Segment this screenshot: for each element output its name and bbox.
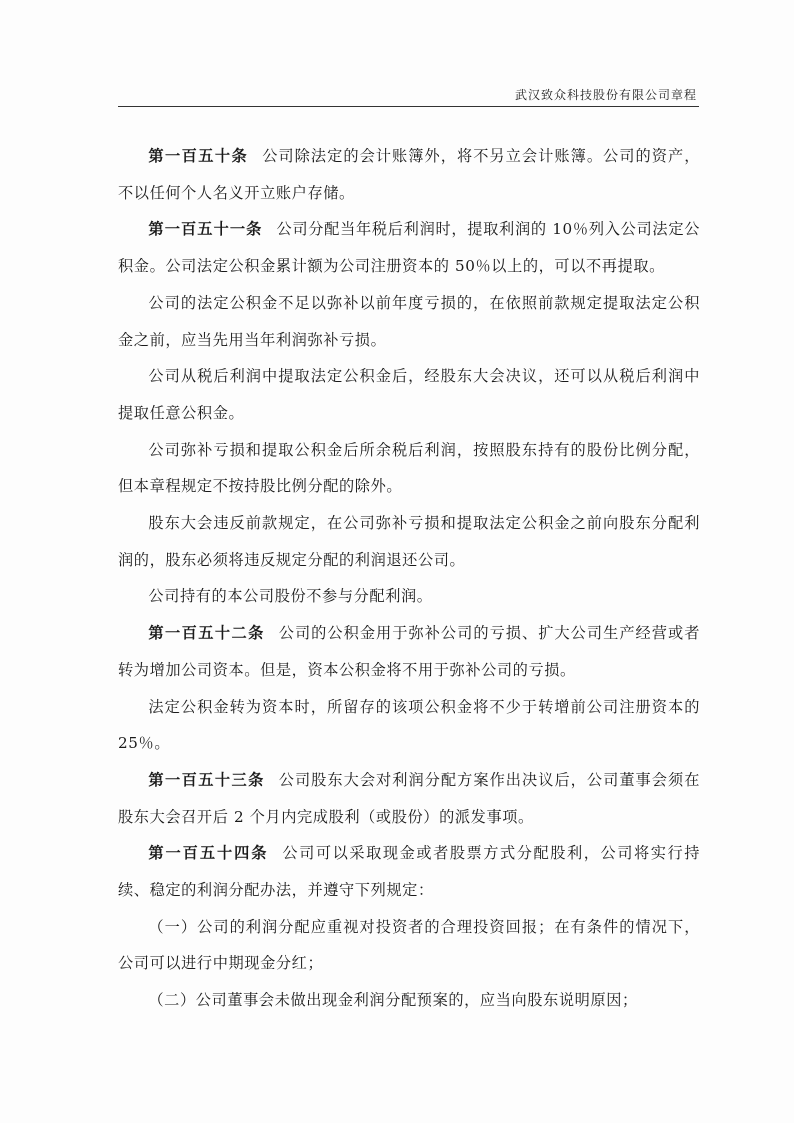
paragraph-text: 公司弥补亏损和提取公积金后所余税后利润，按照股东持有的股份比例分配，但本章程规定不按持股比例分配的除外。 [118, 440, 700, 496]
paragraph-8 [118, 615, 700, 688]
paragraph-11 [118, 835, 700, 908]
paragraph-text: 公司可以采取现金或者股票方式分配股利，公司将实行持续、稳定的利润分配办法，并遵守下列规定： [118, 844, 701, 900]
paragraph-5 [118, 432, 700, 505]
paragraph-text: （二）公司董事会未做出现金利润分配预案的，应当向股东说明原因； [148, 991, 638, 1010]
paragraph-9 [118, 689, 700, 762]
document-body [118, 138, 700, 1019]
paragraph-text: 股东大会违反前款规定，在公司弥补亏损和提取法定公积金之前向股东分配利润的，股东必须将违反规定分配的利润退还公司。 [118, 514, 700, 569]
page-header [118, 84, 699, 107]
paragraph-text: 公司从税后利润中提取法定公积金后，经股东大会决议，还可以从税后利润中提取任意公积金。 [118, 367, 700, 422]
paragraph-1 [118, 138, 700, 211]
paragraph-10 [118, 762, 700, 835]
article-number: 第一百五十三条 [148, 770, 265, 789]
article-number: 第一百五十条 [148, 147, 249, 165]
paragraph-12 [118, 909, 700, 982]
article-number: 第一百五十二条 [148, 624, 265, 643]
paragraph-6 [118, 505, 700, 578]
paragraph-3 [118, 285, 700, 358]
paragraph-text: 法定公积金转为资本时，所留存的该项公积金将不少于转增前公司注册资本的 25％。 [118, 697, 700, 753]
paragraph-text: 公司的法定公积金不足以弥补以前年度亏损的，在依照前款规定提取法定公积金之前，应当先用当年利润弥补亏损。 [118, 293, 700, 349]
paragraph-7 [118, 578, 700, 615]
paragraph-13 [118, 982, 700, 1019]
paragraph-text: 公司除法定的会计账簿外，将不另立会计账簿。公司的资产，不以任何个人名义开立账户存储。 [118, 147, 701, 202]
paragraph-text: （一）公司的利润分配应重视对投资者的合理投资回报；在有条件的情况下，公司可以进行中期现金分红； [118, 917, 700, 973]
header-title: 武汉致众科技股份有限公司章程 [514, 88, 697, 102]
paragraph-text: 公司股东大会对利润分配方案作出决议后，公司董事会须在股东大会召开后 2 个月内完成股利（或股份）的派发事项。 [118, 770, 701, 826]
article-number: 第一百五十一条 [148, 220, 263, 239]
article-number: 第一百五十四条 [148, 844, 269, 863]
paragraph-4 [118, 358, 700, 431]
paragraph-2 [118, 211, 700, 284]
paragraph-text: 公司分配当年税后利润时，提取利润的 10％列入公司法定公积金。公司法定公积金累计额为公司注册资本的 50％以上的，可以不再提取。 [118, 220, 701, 276]
paragraph-text: 公司持有的本公司股份不参与分配利润。 [148, 587, 433, 606]
paragraph-text: 公司的公积金用于弥补公司的亏损、扩大公司生产经营或者转为增加公司资本。但是，资本公积金将不用于弥补公司的亏损。 [118, 624, 701, 679]
